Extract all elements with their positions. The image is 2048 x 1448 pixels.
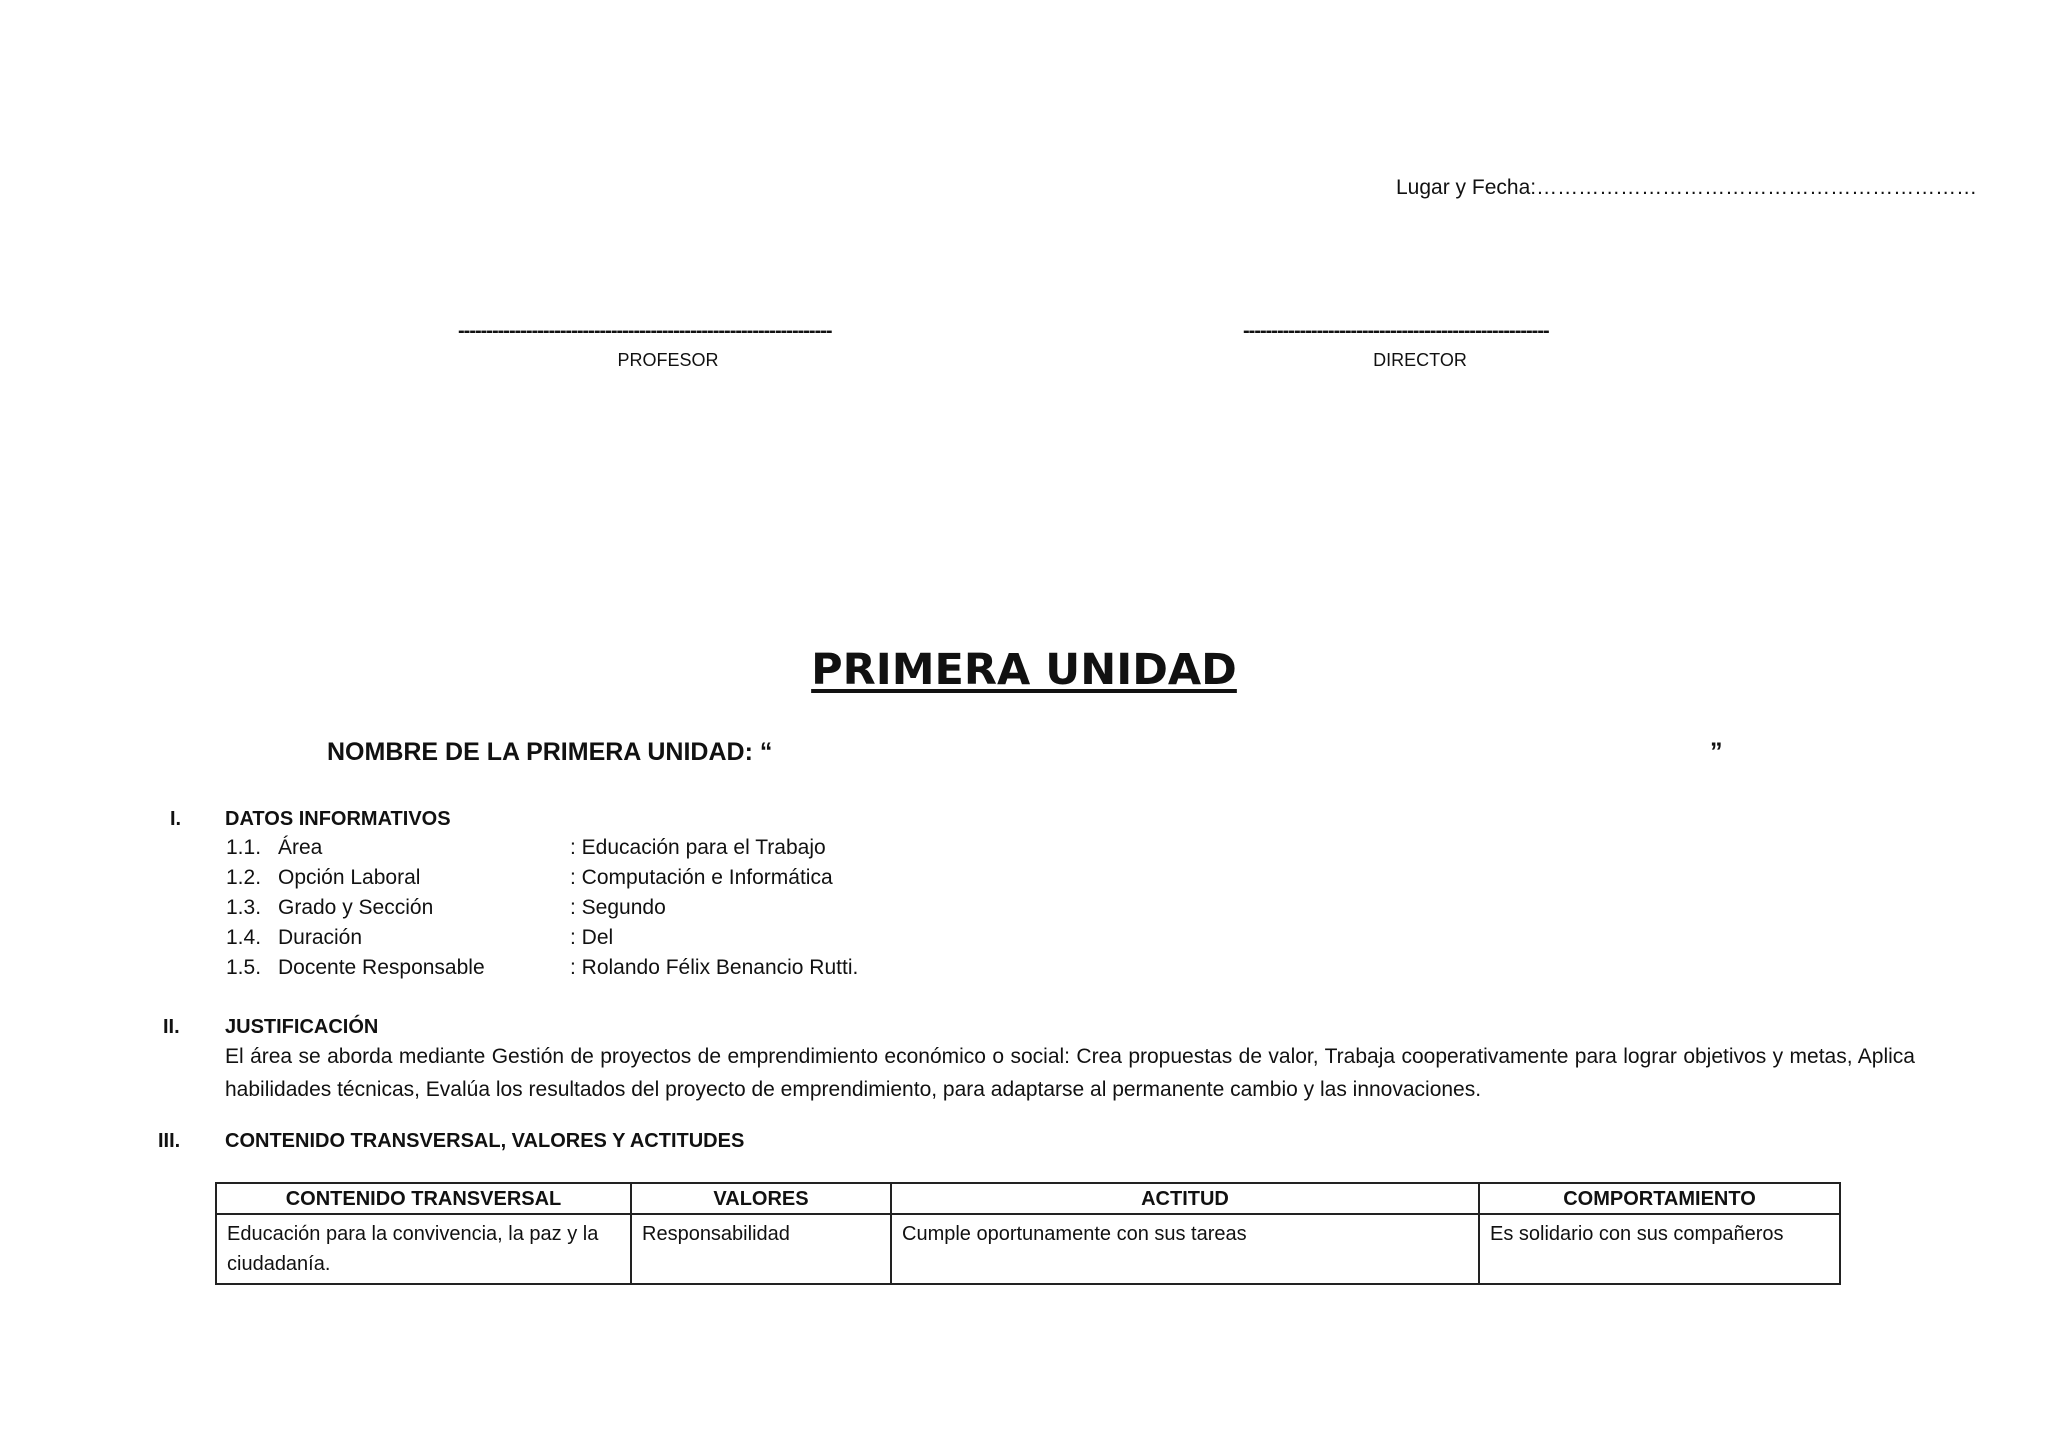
table-header-cell: CONTENIDO TRANSVERSAL <box>216 1183 631 1214</box>
info-item-value: : Educación para el Trabajo <box>570 836 826 859</box>
justification-paragraph: El área se aborda mediante Gestión de proyectos de emprendimiento económico o social: Crea propuestas de valor, Trabaja cooperativamente para lograr objetivos y metas, Aplica habilidades técnicas, Evalúa los resultados del proyecto de emprendimiento, para adaptarse al permanente cambio y las innovaciones. <box>225 1045 1915 1101</box>
table-row <box>216 1214 1840 1284</box>
info-item-label: Grado y Sección <box>278 896 434 919</box>
table-header-row <box>216 1183 1840 1214</box>
section-2-number: II. <box>163 1016 180 1038</box>
info-item-value: : Computación e Informática <box>570 866 833 889</box>
transversal-values-table <box>215 1182 1841 1285</box>
info-item-label: Área <box>278 836 323 859</box>
info-item-number: 1.4. <box>226 926 262 949</box>
info-item-number: 1.1. <box>226 836 262 859</box>
table-header-cell: COMPORTAMIENTO <box>1479 1183 1840 1214</box>
place-date-line: Lugar y Fecha:……………………………………………………… <box>1396 176 1978 199</box>
signature-line-profesor: ------------------------------------------------------------------ <box>458 320 832 342</box>
table-cell: Cumple oportunamente con sus tareas <box>891 1214 1479 1284</box>
unit-name-label: NOMBRE DE LA PRIMERA UNIDAD: “ <box>327 738 773 766</box>
info-item-number: 1.5. <box>226 956 262 979</box>
info-item-label: Opción Laboral <box>278 866 421 889</box>
section-1-number: I. <box>170 808 182 830</box>
signature-label-director: DIRECTOR <box>1373 350 1467 370</box>
table-cell: Es solidario con sus compañeros <box>1479 1214 1840 1284</box>
table-header-cell: VALORES <box>631 1183 891 1214</box>
signature-label-profesor: PROFESOR <box>617 350 719 370</box>
signature-line-director: ------------------------------------------------------ <box>1243 320 1549 342</box>
info-item-number: 1.3. <box>226 896 262 919</box>
section-2-title: JUSTIFICACIÓN <box>225 1016 379 1038</box>
info-item-value: : Segundo <box>570 896 666 919</box>
info-item-value: : Del <box>570 926 614 949</box>
section-3-number: III. <box>158 1130 181 1152</box>
table-cell: Responsabilidad <box>631 1214 891 1284</box>
info-item-value: : Rolando Félix Benancio Rutti. <box>570 956 859 979</box>
info-item-label: Duración <box>278 926 363 949</box>
info-item-number: 1.2. <box>226 866 262 889</box>
table-header-cell: ACTITUD <box>891 1183 1479 1214</box>
table-cell: Educación para la convivencia, la paz y la ciudadanía. <box>216 1214 631 1284</box>
unit-name-close-quote: ” <box>1710 738 1723 766</box>
section-3-title: CONTENIDO TRANSVERSAL, VALORES Y ACTITUDES <box>225 1130 745 1152</box>
page-title: PRIMERA UNIDAD <box>811 645 1237 695</box>
info-item-label: Docente Responsable <box>278 956 485 979</box>
section-1-title: DATOS INFORMATIVOS <box>225 808 451 830</box>
